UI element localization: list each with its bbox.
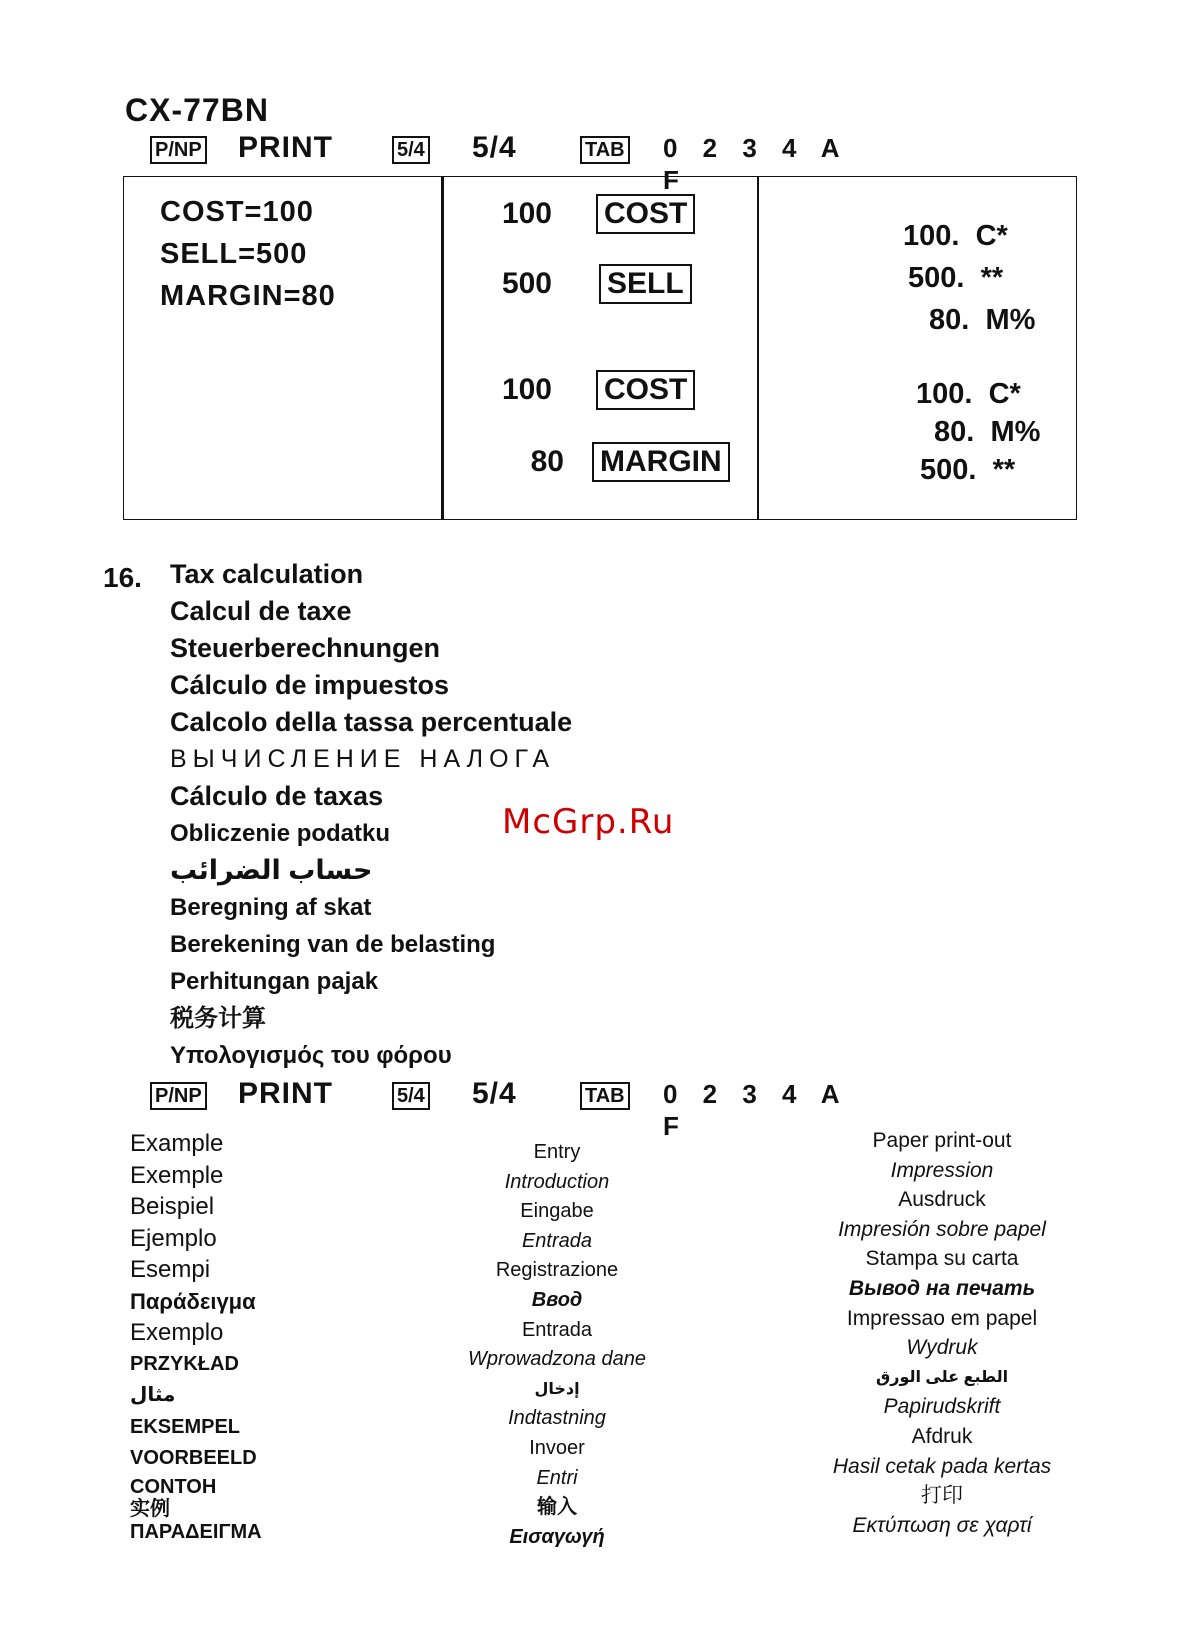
entry-word: Ввод: [531, 1288, 583, 1311]
tape-value: 500.: [908, 262, 965, 294]
round-value: 5/4: [472, 131, 517, 164]
output-word: Impression: [890, 1158, 994, 1182]
switch-row-top: [150, 131, 850, 195]
condition-panel: [123, 176, 443, 520]
entry-word: Εισαγωγή: [509, 1525, 605, 1548]
example-word: CONTOH: [130, 1475, 217, 1498]
tab-positions: 0 2 3 4 A F: [663, 1079, 848, 1141]
output-word: Paper print-out: [872, 1129, 1012, 1152]
output-word: Afdruk: [911, 1424, 973, 1448]
pnp-key: P/NP: [150, 1082, 207, 1110]
model-name: CX-77BN: [125, 92, 269, 128]
entry-word: Entry: [533, 1141, 581, 1163]
example-word: Esempi: [130, 1256, 211, 1283]
tape-symbol: **: [980, 262, 1004, 294]
switch-row-bottom: [150, 1077, 850, 1141]
tape-symbol: M%: [985, 304, 1036, 336]
tape-symbol: **: [992, 454, 1016, 486]
output-word: Impressao em papel: [846, 1306, 1038, 1330]
entry-word: Wprowadzona dane: [468, 1348, 646, 1371]
section-title: 税务计算: [170, 1005, 266, 1032]
output-word: Stampa su carta: [865, 1247, 1019, 1271]
output-word: Hasil cetak pada kertas: [832, 1454, 1052, 1478]
entry-word: Entrada: [521, 1318, 593, 1341]
entry-word: Entri: [536, 1466, 578, 1489]
example-word: PRZYKŁAD: [130, 1352, 239, 1375]
section-title: Calcul de taxe: [170, 596, 352, 626]
tab-key: TAB: [580, 136, 630, 164]
section-title: Steuerberechnungen: [170, 633, 441, 663]
print-label: PRINT: [238, 131, 333, 164]
section-title: Υπολογισμός του φόρου: [170, 1042, 452, 1069]
example-word: Exemplo: [130, 1319, 224, 1346]
round-key: 5/4: [392, 1082, 430, 1110]
output-word: 打印: [921, 1484, 963, 1508]
tape-symbol: M%: [990, 416, 1041, 448]
section-title: Cálculo de taxas: [170, 781, 384, 811]
section-title: Obliczenie podatku: [170, 820, 391, 847]
output-word: Вывод на печать: [848, 1276, 1036, 1300]
entry-value: 100: [501, 373, 552, 406]
example-word: VOORBEELD: [130, 1447, 257, 1469]
tape-value: 80.: [934, 416, 975, 448]
section-title: حساب الضرائب: [170, 855, 373, 885]
example-word: EKSEMPEL: [130, 1415, 241, 1438]
example-word: مثال: [130, 1384, 176, 1406]
round-value: 5/4: [472, 1077, 517, 1110]
output-column: [777, 1126, 1107, 1540]
sell-key: SELL: [599, 264, 692, 304]
tab-positions: 0 2 3 4 A F: [663, 133, 848, 195]
tape-symbol: C*: [975, 220, 1008, 252]
output-word: Wydruk: [906, 1336, 978, 1360]
section-title: Beregning af skat: [170, 894, 372, 921]
entry-word: Eingabe: [520, 1200, 594, 1223]
watermark: McGrp.Ru: [502, 802, 675, 842]
entry-word: Entrada: [521, 1229, 593, 1252]
output-word: الطبع على الورق: [875, 1368, 1009, 1386]
entry-value: 500: [501, 267, 552, 300]
example-word: Ejemplo: [130, 1224, 217, 1252]
example-word: Παράδειγμα: [130, 1288, 256, 1314]
entry-value: 100: [501, 197, 552, 230]
section-title: Cálculo de impuestos: [170, 670, 450, 700]
tab-key: TAB: [580, 1082, 630, 1110]
tape-value: 500.: [920, 454, 977, 486]
section-number: 16.: [103, 562, 142, 593]
output-word: Ausdruck: [898, 1188, 986, 1212]
print-label: PRINT: [238, 1077, 333, 1110]
round-key: 5/4: [392, 136, 430, 164]
section-title: Tax calculation: [170, 559, 364, 589]
entry-column: [437, 1138, 677, 1552]
tape-symbol: C*: [988, 378, 1021, 410]
entry-word: Invoer: [529, 1436, 585, 1459]
tape-value: 80.: [929, 304, 970, 336]
tape-value: 100.: [903, 220, 960, 252]
cost-key: COST: [596, 194, 695, 234]
pnp-key: P/NP: [150, 136, 207, 164]
example-word: ΠΑΡΑΔΕΙΓΜΑ: [130, 1520, 262, 1543]
cost-key: COST: [596, 370, 695, 410]
tape-panel: [757, 176, 1077, 520]
condition-line: SELL=500: [160, 238, 308, 270]
entry-panel: [441, 176, 759, 520]
example-word: 实例: [130, 1497, 170, 1520]
example-word: Exemple: [130, 1161, 224, 1189]
section-title: Berekening van de belasting: [170, 931, 496, 958]
section-title: Perhitungan pajak: [170, 968, 379, 995]
output-word: Impresión sobre papel: [838, 1217, 1046, 1241]
section-title: ВЫЧИСЛЕНИЕ НАЛОГА: [170, 745, 556, 773]
entry-value: 80: [530, 445, 564, 478]
section-title: Calcolo della tassa percentuale: [170, 707, 573, 737]
output-word: Εκτύπωση σε χαρτί: [852, 1513, 1032, 1537]
margin-key: MARGIN: [592, 442, 730, 482]
condition-line: COST=100: [160, 196, 314, 228]
example-word: Example: [130, 1130, 224, 1157]
output-word: Papirudskrift: [883, 1395, 1001, 1419]
entry-word: Indtastning: [508, 1407, 606, 1430]
condition-line: MARGIN=80: [160, 280, 336, 312]
example-column: [130, 1128, 262, 1545]
tape-value: 100.: [916, 378, 973, 410]
entry-word: Introduction: [504, 1170, 610, 1193]
entry-word: Registrazione: [495, 1259, 619, 1282]
entry-word: إدخال: [534, 1380, 580, 1398]
example-word: Beispiel: [130, 1193, 215, 1220]
entry-word: 输入: [537, 1496, 577, 1519]
